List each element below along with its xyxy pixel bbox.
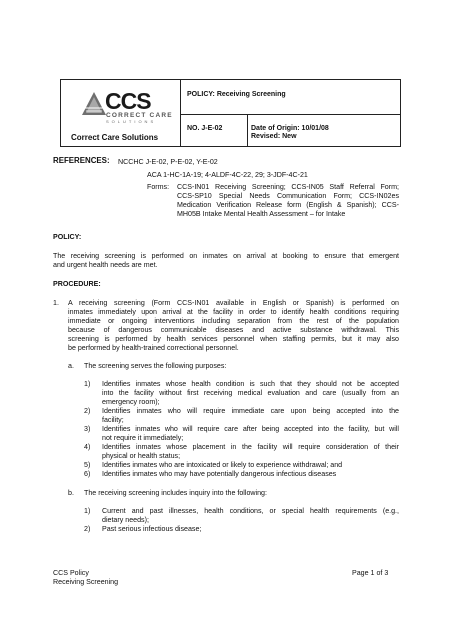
list-number: 5) <box>84 461 91 469</box>
procedure-item-line: because of dangerous communicable diseases and active substance withdrawal. This <box>68 326 399 334</box>
list-number: 4) <box>84 443 91 451</box>
subitem-label: b. <box>68 489 74 497</box>
logo-tagline-small: SOLUTIONS <box>106 119 157 124</box>
purpose-line: into the facility without first receiving medical evaluation and care (usually from an <box>102 389 399 397</box>
list-number: 1) <box>84 380 91 388</box>
procedure-item-line: be performed by health-trained correctional personnel. <box>68 344 239 352</box>
footer-doc-type: CCS Policy <box>53 569 89 577</box>
purpose-line: emergency room); <box>102 398 160 406</box>
purpose-line: Identifies inmates who may have potentially dangerous infectious diseases <box>102 470 337 478</box>
ccs-logo <box>81 89 176 129</box>
policy-header-table <box>60 79 401 147</box>
references-aca: ACA 1-HC-1A-19; 4-ALDF-4C-22, 29; 3-JDF-4C-21 <box>147 171 308 179</box>
references-forms-line: CCS-SP10 Special Needs Communication Form; CCS-IN02es <box>177 192 399 200</box>
footer-doc-title: Receiving Screening <box>53 578 119 586</box>
organization-name: Correct Care Solutions <box>71 133 159 142</box>
list-number: 2) <box>84 525 91 533</box>
inquiry-line: dietary needs); <box>102 516 149 524</box>
subitem-text: The receiving screening includes inquiry into the following: <box>84 489 267 497</box>
references-forms-line: MH05B Intake Mental Health Assessment – for Intake <box>177 210 346 218</box>
header-divider <box>247 114 248 146</box>
list-number: 6) <box>84 470 91 478</box>
header-divider <box>180 80 181 146</box>
subitem-text: The screening serves the following purposes: <box>84 362 227 370</box>
header-divider <box>180 114 400 115</box>
logo-tagline: CORRECT CARE <box>106 112 173 119</box>
inquiry-line: Past serious infectious disease; <box>102 525 202 533</box>
procedure-item-line: inmates immediately upon arrival at the facility in order to identify health conditions requiring <box>68 308 399 316</box>
references-forms-label: Forms: <box>147 183 170 191</box>
purpose-line: Identifies inmates who will require care after being accepted into the facility, but will <box>102 425 399 433</box>
policy-line: and urgent health needs are met. <box>53 261 158 269</box>
date-of-origin: Date of Origin: 10/01/08 <box>251 125 329 132</box>
logo-triangle-icon <box>81 91 107 117</box>
policy-line: The receiving screening is performed on inmates on arrival at booking to ensure that emergent <box>53 252 399 260</box>
references-ncchc: NCCHC J-E-02, P-E-02, Y-E-02 <box>118 158 218 166</box>
list-number: 2) <box>84 407 91 415</box>
item-number: 1. <box>53 299 59 307</box>
purpose-line: Identifies inmates whose placement in the facility will require consideration of their <box>102 443 399 451</box>
purpose-line: physical or health status; <box>102 452 181 460</box>
references-forms-line: Medication Verification Release form (English & Spanish); CCS- <box>177 201 399 209</box>
subitem-label: a. <box>68 362 74 370</box>
policy-number: NO. J-E-02 <box>187 125 223 132</box>
purpose-line: Identifies inmates who are intoxicated or likely to experience withdrawal; and <box>102 461 343 469</box>
procedure-item-line: immediate or ongoing interventions including separation from the rest of the population <box>68 317 399 325</box>
purpose-line: Identifies inmates who will require immediate care upon being accepted into the <box>102 407 399 415</box>
page-number: Page 1 of 3 <box>352 569 389 577</box>
inquiry-line: Current and past illnesses, health conditions, or special health requirements (e.g., <box>102 507 399 515</box>
references-heading: REFERENCES: <box>53 156 110 165</box>
list-number: 1) <box>84 507 91 515</box>
purpose-line: facility; <box>102 416 124 424</box>
policy-heading: POLICY: <box>53 233 82 241</box>
revised-status: Revised: New <box>251 133 297 140</box>
list-number: 3) <box>84 425 91 433</box>
logo-brand: CCS <box>105 88 151 114</box>
procedure-heading: PROCEDURE: <box>53 280 101 288</box>
purpose-line: Identifies inmates whose health condition is such that they should not be accepted <box>102 380 399 388</box>
procedure-item-line: screening is performed by health services personnel when staffing permits, but it may also <box>68 335 399 343</box>
references-forms-line: CCS-IN01 Receiving Screening; CCS-IN05 Staff Referral Form; <box>177 183 399 191</box>
policy-title: POLICY: Receiving Screening <box>187 91 286 98</box>
purpose-line: not require it immediately; <box>102 434 184 442</box>
procedure-item-line: A receiving screening (Form CCS-IN01 available in English or Spanish) is performed on <box>68 299 399 307</box>
